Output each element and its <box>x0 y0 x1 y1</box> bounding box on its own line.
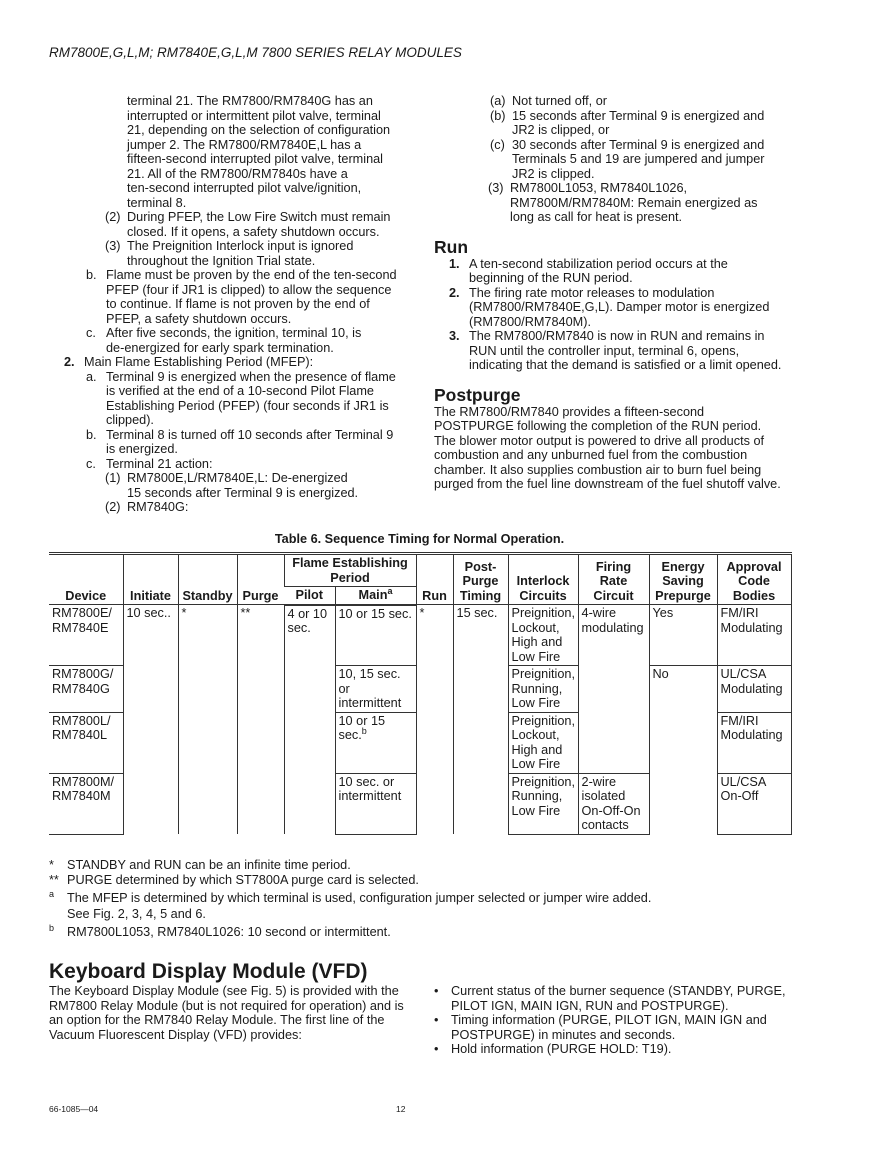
line-text: PFEP, a safety shutdown occurs. <box>106 311 292 326</box>
text-line <box>434 152 794 167</box>
sequence-timing-table <box>49 552 792 835</box>
line-text: 15 seconds after Terminal 9 is energized and <box>512 108 765 123</box>
header-main: Main$^a$ <box>335 587 416 605</box>
line-text: closed. If it opens, a safety shutdown occurs. <box>127 224 380 239</box>
bullet-icon: • <box>434 1013 439 1027</box>
list-marker: 2. <box>64 355 75 369</box>
text-line <box>49 500 409 515</box>
list-item <box>434 1013 799 1042</box>
line-text: RM7800L1053, RM7840L1026, <box>510 181 688 195</box>
text-line <box>434 210 794 225</box>
footnote-text: PURGE determined by which ST7800A purge card is selected. <box>67 873 419 888</box>
line-text: fifteen-second interrupted pilot valve, terminal <box>127 152 383 166</box>
list-item <box>434 1042 799 1057</box>
text-line <box>49 210 409 225</box>
text-line <box>49 399 409 414</box>
bullet-icon: • <box>434 1042 439 1056</box>
text-line <box>49 225 409 240</box>
text-line: POSTPURGE following the completion of the RUN period. <box>434 419 762 433</box>
footnote-line <box>49 873 651 888</box>
list-item <box>434 984 799 1013</box>
postpurge-heading: Postpurge <box>434 384 521 405</box>
line-text: jumper 2. The RM7800/RM7840E,L has a <box>127 137 362 152</box>
header-initiate: Initiate <box>123 554 178 605</box>
line-text: RM7800M/RM7840M: Remain energized as <box>510 195 758 210</box>
line-text: terminal 21. The RM7800/RM7840G has an <box>127 94 373 108</box>
line-text: A ten-second stabilization period occurs at the <box>469 256 728 271</box>
line-text: beginning of the RUN period. <box>469 271 633 285</box>
line-text: Not turned off, or <box>512 94 607 108</box>
table-row <box>49 605 791 666</box>
document-number: 66-1085—04 <box>49 1104 99 1114</box>
line-text: PFEP (four if JR1 is clipped) to allow the sequence <box>106 282 392 297</box>
list-marker: (b) <box>490 108 506 123</box>
footnote-text: The MFEP is determined by which terminal is used, configuration jumper selected or jumper wire added. <box>67 891 652 906</box>
text-line <box>49 471 409 486</box>
cell-main: 10 or 15 sec. <box>335 605 416 666</box>
text-line <box>49 442 409 457</box>
cell-device: RM7800L/ RM7840L <box>49 712 123 773</box>
header-post-purge: Post-Purge Timing <box>453 554 508 605</box>
text-line <box>49 370 409 385</box>
line-text: is verified at the end of a 10-second Pilot Flame <box>106 384 374 398</box>
line-text: clipped). <box>106 413 154 427</box>
line-text: The RM7800/RM7840 is now in RUN and remains in <box>469 329 765 343</box>
line-text: RM7800E,L/RM7840E,L: De-energized <box>127 471 348 485</box>
text-line <box>434 257 794 272</box>
text-line <box>49 181 409 196</box>
cell-interlock: Preignition, Running, Low Fire <box>508 666 578 713</box>
text-line <box>49 457 409 472</box>
left-column <box>49 94 409 515</box>
text-line <box>434 300 794 315</box>
header-purge: Purge <box>237 554 284 605</box>
line-text: long as call for heat is present. <box>510 210 683 224</box>
keyboard-paragraph: The Keyboard Display Module (see Fig. 5) is provided with the RM7800 Relay Module (but is not required for operation) and is an option for the RM7840 Relay Module. The first line of the Vacuum Fluorescent Display (VFD) provides: <box>49 984 404 1042</box>
line-text: Flame must be proven by the end of the ten-second <box>106 268 397 282</box>
header-pilot: Pilot <box>284 587 335 605</box>
footnote-marker: * <box>49 858 54 872</box>
cell-firing-rate: 4-wire modulating <box>578 605 649 774</box>
text-line: The RM7800/RM7840 provides a fifteen-second <box>434 404 705 419</box>
cell-approval: UL/CSA On-Off <box>717 773 791 834</box>
text-line <box>434 94 794 109</box>
header-energy-saving: Energy Saving Prepurge <box>649 554 717 605</box>
header-approval: Approval Code Bodies <box>717 554 791 605</box>
cell-device: RM7800M/ RM7840M <box>49 773 123 834</box>
cell-approval: FM/IRI Modulating <box>717 605 791 666</box>
line-text: throughout the Ignition Trial state. <box>127 253 316 268</box>
header-standby: Standby <box>178 554 237 605</box>
list-marker: (a) <box>490 94 506 108</box>
keyboard-feature-list <box>434 984 799 1057</box>
cell-interlock: Preignition, Lockout, High and Low Fire <box>508 605 578 666</box>
line-text: 15 seconds after Terminal 9 is energized. <box>127 485 359 500</box>
line-text: to continue. If flame is not proven by the end of <box>106 297 370 311</box>
keyboard-section-heading: Keyboard Display Module (VFD) <box>49 960 368 983</box>
footnote-marker: ** <box>49 873 59 888</box>
list-marker: (c) <box>490 137 505 152</box>
line-text: RM7840G: <box>127 500 189 514</box>
cell-purge: ** <box>237 605 284 835</box>
line-text: Establishing Period (PFEP) (four seconds if JR1 is <box>106 398 389 413</box>
text-line <box>49 152 409 167</box>
list-marker: 1. <box>449 256 460 271</box>
text-line <box>49 268 409 283</box>
cell-approval: UL/CSA Modulating <box>717 666 791 713</box>
header-flame-establishing-period: Flame Establishing Period <box>284 554 416 587</box>
text-line <box>434 271 794 286</box>
text-line <box>434 123 794 138</box>
text-line <box>434 329 794 344</box>
text-line: purged from the fuel line downstream of the fuel shutoff valve. <box>434 477 781 491</box>
terminal-21-continuation <box>434 94 794 225</box>
list-marker: (3) <box>488 181 504 195</box>
header-interlock: Interlock Circuits <box>508 554 578 605</box>
line-text: 21. All of the RM7800/RM7840s have a <box>127 166 348 181</box>
line-text: Terminals 5 and 19 are jumpered and jumper <box>512 152 765 166</box>
list-item-text: Hold information (PURGE HOLD: T19). <box>451 1042 672 1056</box>
cell-initiate: 10 sec.. <box>123 605 178 835</box>
list-marker: 3. <box>449 329 460 343</box>
cell-firing-rate: 2-wire isolated On-Off-On contacts <box>578 773 649 834</box>
footnote-marker: b <box>49 922 55 933</box>
run-steps <box>434 257 794 373</box>
text-line <box>434 196 794 211</box>
list-marker: c. <box>86 326 96 340</box>
footnote-marker: a <box>49 889 55 900</box>
list-marker: b. <box>86 268 97 282</box>
text-line <box>49 384 409 399</box>
list-marker: (2) <box>105 210 121 224</box>
text-line <box>434 286 794 301</box>
line-text: interrupted or intermittent pilot valve, terminal <box>127 108 381 123</box>
text-line <box>49 355 409 370</box>
line-text: Main Flame Establishing Period (MFEP): <box>84 355 314 369</box>
list-item-text: Current status of the burner sequence (STANDBY, PURGE, PILOT IGN, MAIN IGN, RUN and POSTPURGE). <box>451 984 786 1013</box>
line-text: terminal 8. <box>127 195 187 210</box>
text-line <box>49 428 409 443</box>
list-marker: (3) <box>105 239 121 253</box>
line-text: indicating that the demand is satisfied or a limit opened. <box>469 358 782 372</box>
list-marker: (2) <box>105 500 121 514</box>
page-number: 12 <box>396 1104 406 1114</box>
text-line <box>434 138 794 153</box>
line-text: Terminal 21 action: <box>106 456 213 471</box>
line-text: JR2 is clipped. <box>512 166 595 181</box>
cell-interlock: Preignition, Running, Low Fire <box>508 773 578 834</box>
text-line <box>434 358 794 373</box>
cell-pilot: 4 or 10 sec. <box>284 605 335 835</box>
cell-main: 10, 15 sec. or intermittent <box>335 666 416 713</box>
footnote-text: RM7800L1053, RM7840L1026: 10 second or intermittent. <box>67 924 391 939</box>
text-line <box>49 413 409 428</box>
header-run: Run <box>416 554 453 605</box>
text-line <box>49 94 409 109</box>
footnote-line <box>49 858 651 873</box>
cell-main: 10 or 15 sec.$^b$ <box>335 712 416 773</box>
line-text: Terminal 8 is turned off 10 seconds after Terminal 9 <box>106 427 394 442</box>
text-line <box>49 283 409 298</box>
postpurge-paragraph <box>434 405 794 492</box>
run-heading: Run <box>434 236 469 257</box>
text-line <box>49 297 409 312</box>
line-text: The firing rate motor releases to modulation <box>469 285 715 300</box>
line-text: (RM7800/RM7840M). <box>469 314 591 329</box>
text-line <box>434 167 794 182</box>
text-line <box>49 341 409 356</box>
line-text: The Preignition Interlock input is ignored <box>127 239 354 253</box>
text-line <box>49 167 409 182</box>
cell-device: RM7800G/ RM7840G <box>49 666 123 713</box>
line-text: JR2 is clipped, or <box>512 123 610 137</box>
table-footnotes <box>49 858 651 940</box>
line-text: (RM7800/RM7840E,G,L). Damper motor is energized <box>469 300 770 314</box>
footnote-line <box>49 907 651 922</box>
footnote-line <box>49 922 651 940</box>
text-line <box>49 326 409 341</box>
cell-post-purge: 15 sec. <box>453 605 508 835</box>
footnote-line <box>49 891 651 906</box>
line-text: RUN until the controller input, terminal 6, opens, <box>469 343 740 358</box>
header-device: Device <box>49 554 123 605</box>
text-line <box>434 181 794 196</box>
cell-energy-saving: Yes <box>649 605 717 666</box>
text-line <box>49 138 409 153</box>
cell-run: * <box>416 605 453 835</box>
text-line <box>49 123 409 138</box>
line-text: Terminal 9 is energized when the presence of flame <box>106 369 396 384</box>
list-marker: (1) <box>105 471 121 485</box>
footnote-text: STANDBY and RUN can be an infinite time period. <box>67 858 351 872</box>
text-line: chamber. It also supplies combustion air to burn fuel being <box>434 462 762 477</box>
text-line <box>434 109 794 124</box>
line-text: 30 seconds after Terminal 9 is energized and <box>512 137 765 152</box>
footnote-text: See Fig. 2, 3, 4, 5 and 6. <box>67 906 206 921</box>
text-line: The blower motor output is powered to drive all products of <box>434 433 765 448</box>
line-text: ten-second interrupted pilot valve/ignition, <box>127 181 362 195</box>
line-text: 21, depending on the selection of configuration <box>127 123 391 137</box>
cell-interlock: Preignition, Lockout, High and Low Fire <box>508 712 578 773</box>
text-line <box>49 312 409 327</box>
bullet-icon: • <box>434 984 439 998</box>
text-line <box>49 239 409 254</box>
text-line <box>49 254 409 269</box>
list-marker: b. <box>86 427 97 442</box>
cell-standby: * <box>178 605 237 835</box>
line-text: is energized. <box>106 442 178 456</box>
running-header: RM7800E,G,L,M; RM7840E,G,L,M 7800 SERIES RELAY MODULES <box>49 45 462 60</box>
list-marker: c. <box>86 456 96 471</box>
text-line: combustion and any unburned fuel from the combustion <box>434 448 748 462</box>
table-caption: Table 6. Sequence Timing for Normal Operation. <box>274 532 565 546</box>
line-text: During PFEP, the Low Fire Switch must remain <box>127 210 391 224</box>
cell-energy-saving: No <box>649 666 717 835</box>
list-item-text: Timing information (PURGE, PILOT IGN, MAIN IGN and POSTPURGE) in minutes and seconds. <box>451 1013 767 1042</box>
text-line <box>434 315 794 330</box>
line-text: de-energized for early spark termination. <box>106 340 334 355</box>
line-text: After five seconds, the ignition, terminal 10, is <box>106 326 362 340</box>
cell-approval: FM/IRI Modulating <box>717 712 791 773</box>
list-marker: 2. <box>449 285 460 300</box>
right-column <box>434 94 794 492</box>
text-line <box>49 109 409 124</box>
text-line <box>49 486 409 501</box>
header-firing-rate: Firing Rate Circuit <box>578 554 649 605</box>
cell-main: 10 sec. or intermittent <box>335 773 416 834</box>
cell-device: RM7800E/ RM7840E <box>49 605 123 666</box>
text-line <box>49 196 409 211</box>
list-marker: a. <box>86 369 97 384</box>
text-line <box>434 344 794 359</box>
